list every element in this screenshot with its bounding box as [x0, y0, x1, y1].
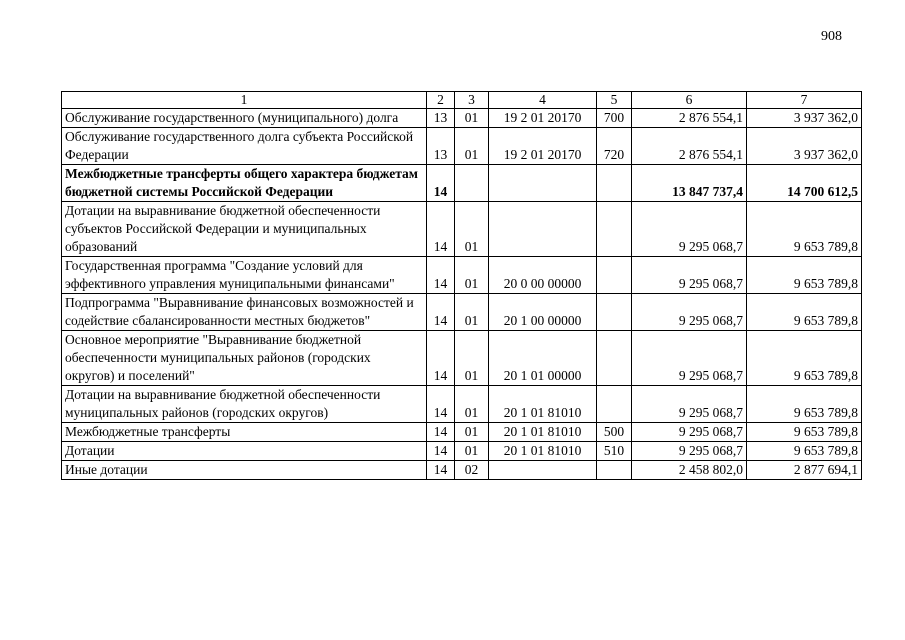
row-amount-2: 9 653 789,8	[747, 423, 862, 442]
row-target-code: 20 1 00 00000	[489, 294, 597, 331]
row-amount-1: 2 876 554,1	[632, 128, 747, 165]
row-subsection: 01	[455, 202, 489, 257]
column-header: 6	[632, 92, 747, 109]
table-row	[62, 128, 862, 165]
table-row	[62, 257, 862, 294]
row-subsection: 01	[455, 109, 489, 128]
row-target-code: 20 1 01 81010	[489, 386, 597, 423]
row-expense-type: 720	[597, 128, 632, 165]
table-row	[62, 165, 862, 202]
row-section: 14	[427, 442, 455, 461]
row-expense-type	[597, 331, 632, 386]
row-expense-type: 700	[597, 109, 632, 128]
table-row	[62, 461, 862, 480]
row-expense-type	[597, 202, 632, 257]
row-amount-2: 2 877 694,1	[747, 461, 862, 480]
table-row	[62, 202, 862, 257]
row-amount-1: 13 847 737,4	[632, 165, 747, 202]
row-name: Иные дотации	[62, 461, 427, 480]
table-row	[62, 331, 862, 386]
table-row	[62, 109, 862, 128]
row-section: 14	[427, 386, 455, 423]
table-row	[62, 423, 862, 442]
row-target-code: 20 0 00 00000	[489, 257, 597, 294]
row-name: Межбюджетные трансферты	[62, 423, 427, 442]
budget-table	[61, 91, 862, 480]
row-expense-type	[597, 461, 632, 480]
row-amount-1: 9 295 068,7	[632, 257, 747, 294]
row-amount-1: 9 295 068,7	[632, 202, 747, 257]
table-row	[62, 294, 862, 331]
row-name: Дотации	[62, 442, 427, 461]
row-amount-2: 9 653 789,8	[747, 331, 862, 386]
row-name: Подпрограмма "Выравнивание финансовых возможностей и содействие сбалансированности местных бюджетов"	[62, 294, 427, 331]
row-expense-type	[597, 294, 632, 331]
row-amount-2: 9 653 789,8	[747, 202, 862, 257]
row-amount-2: 3 937 362,0	[747, 109, 862, 128]
row-target-code	[489, 165, 597, 202]
row-subsection: 01	[455, 442, 489, 461]
row-subsection: 01	[455, 423, 489, 442]
row-target-code: 20 1 01 81010	[489, 423, 597, 442]
row-target-code	[489, 461, 597, 480]
row-section: 14	[427, 294, 455, 331]
row-section: 14	[427, 165, 455, 202]
row-subsection: 01	[455, 294, 489, 331]
column-header: 1	[62, 92, 427, 109]
row-amount-1: 2 458 802,0	[632, 461, 747, 480]
column-header: 2	[427, 92, 455, 109]
row-amount-2: 9 653 789,8	[747, 442, 862, 461]
row-subsection: 01	[455, 331, 489, 386]
table-row	[62, 442, 862, 461]
row-section: 13	[427, 128, 455, 165]
row-name: Основное мероприятие "Выравнивание бюджетной обеспеченности муниципальных районов (городских округов) и поселений"	[62, 331, 427, 386]
row-amount-2: 9 653 789,8	[747, 386, 862, 423]
row-target-code: 19 2 01 20170	[489, 109, 597, 128]
row-name: Дотации на выравнивание бюджетной обеспеченности муниципальных районов (городских округов)	[62, 386, 427, 423]
row-amount-1: 9 295 068,7	[632, 442, 747, 461]
row-section: 13	[427, 109, 455, 128]
row-expense-type	[597, 386, 632, 423]
column-header: 4	[489, 92, 597, 109]
row-amount-1: 9 295 068,7	[632, 423, 747, 442]
row-name: Обслуживание государственного долга субъекта Российской Федерации	[62, 128, 427, 165]
row-subsection: 01	[455, 386, 489, 423]
row-amount-2: 3 937 362,0	[747, 128, 862, 165]
row-section: 14	[427, 331, 455, 386]
row-subsection: 01	[455, 257, 489, 294]
row-name: Государственная программа "Создание условий для эффективного управления муниципальными финансами"	[62, 257, 427, 294]
row-amount-2: 9 653 789,8	[747, 257, 862, 294]
row-name: Дотации на выравнивание бюджетной обеспеченности субъектов Российской Федерации и муниципальных образований	[62, 202, 427, 257]
row-expense-type: 500	[597, 423, 632, 442]
row-section: 14	[427, 423, 455, 442]
row-target-code: 20 1 01 81010	[489, 442, 597, 461]
row-name: Обслуживание государственного (муниципального) долга	[62, 109, 427, 128]
row-target-code	[489, 202, 597, 257]
row-name: Межбюджетные трансферты общего характера бюджетам бюджетной системы Российской Федерации	[62, 165, 427, 202]
row-subsection: 01	[455, 128, 489, 165]
row-amount-1: 9 295 068,7	[632, 386, 747, 423]
row-amount-2: 9 653 789,8	[747, 294, 862, 331]
row-target-code: 19 2 01 20170	[489, 128, 597, 165]
row-amount-2: 14 700 612,5	[747, 165, 862, 202]
row-section: 14	[427, 257, 455, 294]
row-expense-type: 510	[597, 442, 632, 461]
row-expense-type	[597, 165, 632, 202]
row-subsection: 02	[455, 461, 489, 480]
row-amount-1: 9 295 068,7	[632, 331, 747, 386]
row-amount-1: 9 295 068,7	[632, 294, 747, 331]
page-number: 908	[821, 29, 842, 44]
column-header: 7	[747, 92, 862, 109]
row-subsection	[455, 165, 489, 202]
table-row	[62, 386, 862, 423]
row-expense-type	[597, 257, 632, 294]
column-header: 5	[597, 92, 632, 109]
row-section: 14	[427, 202, 455, 257]
row-section: 14	[427, 461, 455, 480]
header-row	[62, 92, 862, 109]
column-header: 3	[455, 92, 489, 109]
row-target-code: 20 1 01 00000	[489, 331, 597, 386]
row-amount-1: 2 876 554,1	[632, 109, 747, 128]
